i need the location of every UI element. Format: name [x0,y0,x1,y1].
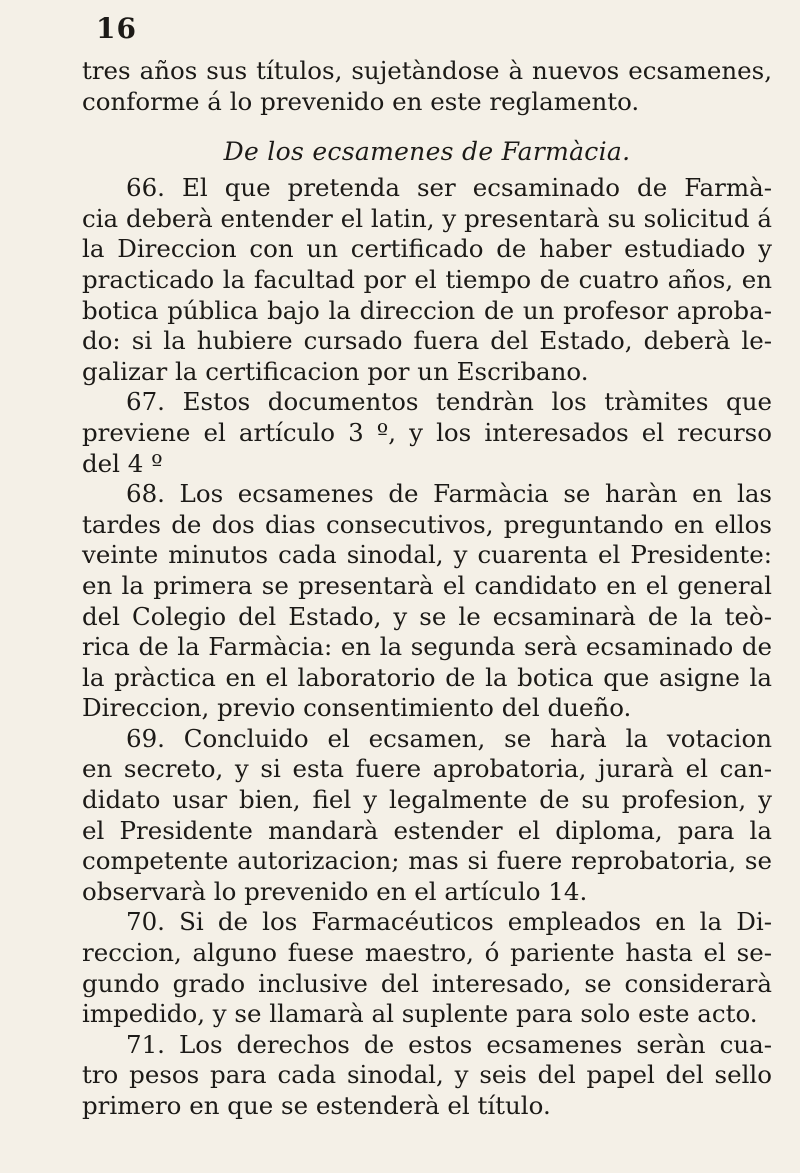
text-line: del Colegio del Estado, y se le ecsaminarà de la teò- [82,601,772,631]
intro-paragraph [82,56,772,117]
text-line: en secreto, y si esta fuere aprobatoria, jurarà el can- [82,754,772,784]
text-line: impedido, y se llamarà al suplente para solo este acto. [82,999,758,1029]
text-line: la Direccion con un certificado de haber estudiado y [82,234,772,264]
text-line: en la primera se presentarà el candidato en el general [82,570,772,600]
page-text [82,56,772,1122]
text-line: didato usar bien, fiel y legalmente de su profesion, y [82,785,772,815]
text-line: galizar la certificacion por un Escribano. [82,356,589,386]
text-line: la pràctica en el laboratorio de la botica que asigne la [82,662,772,692]
text-line: veinte minutos cada sinodal, y cuarenta el Presidente: [82,540,772,570]
text-line: tres años sus títulos, sujetàndose à nuevos ecsamenes, [82,56,772,85]
article-first-line: 71. Los derechos de estos ecsamenes seràn cua- [126,1029,772,1059]
article-body [82,173,772,1121]
text-line: Direccion, previo consentimiento del dueño. [82,693,632,723]
text-line: del 4 º [82,448,163,478]
text-line: reccion, alguno fuese maestro, ó pariente hasta el se- [82,938,772,968]
text-line: observarà lo prevenido en el artículo 14. [82,876,588,906]
text-line: gundo grado inclusive del interesado, se considerarà [82,968,772,998]
text-line: previene el artículo 3 º, y los interesados el recurso [82,417,772,447]
text-line: botica pública bajo la direccion de un profesor aproba- [82,295,772,325]
article-first-line: 69. Concluido el ecsamen, se harà la votacion [126,723,772,753]
text-line: tro pesos para cada sinodal, y seis del papel del sello [82,1060,772,1090]
text-line: do: si la hubiere cursado fuera del Estado, deberà le- [82,326,772,356]
text-line: tardes de dos dias consecutivos, preguntando en ellos [82,509,772,539]
article-first-line: 70. Si de los Farmacéuticos empleados en la Di- [126,907,772,937]
page-number: 16 [96,12,137,45]
text-line: practicado la facultad por el tiempo de cuatro años, en [82,264,772,294]
text-line: competente autorizacion; mas si fuere reprobatoria, se [82,846,772,876]
text-line: primero en que se estenderà el título. [82,1091,551,1120]
article-first-line: 67. Estos documentos tendràn los tràmites que [126,387,772,417]
text-line: rica de la Farmàcia: en la segunda serà ecsaminado de [82,632,772,662]
text-line: conforme á lo prevenido en este reglamento. [82,86,640,116]
section-heading: De los ecsamenes de Farmàcia. [223,137,631,167]
article-first-line: 68. Los ecsamenes de Farmàcia se haràn en las [126,479,772,509]
article-first-line: 66. El que pretenda ser ecsaminado de Farmà- [126,173,772,203]
text-line: cia deberà entender el latin, y presentarà su solicitud á [82,203,772,233]
text-line: el Presidente mandarà estender el diploma, para la [82,815,772,845]
